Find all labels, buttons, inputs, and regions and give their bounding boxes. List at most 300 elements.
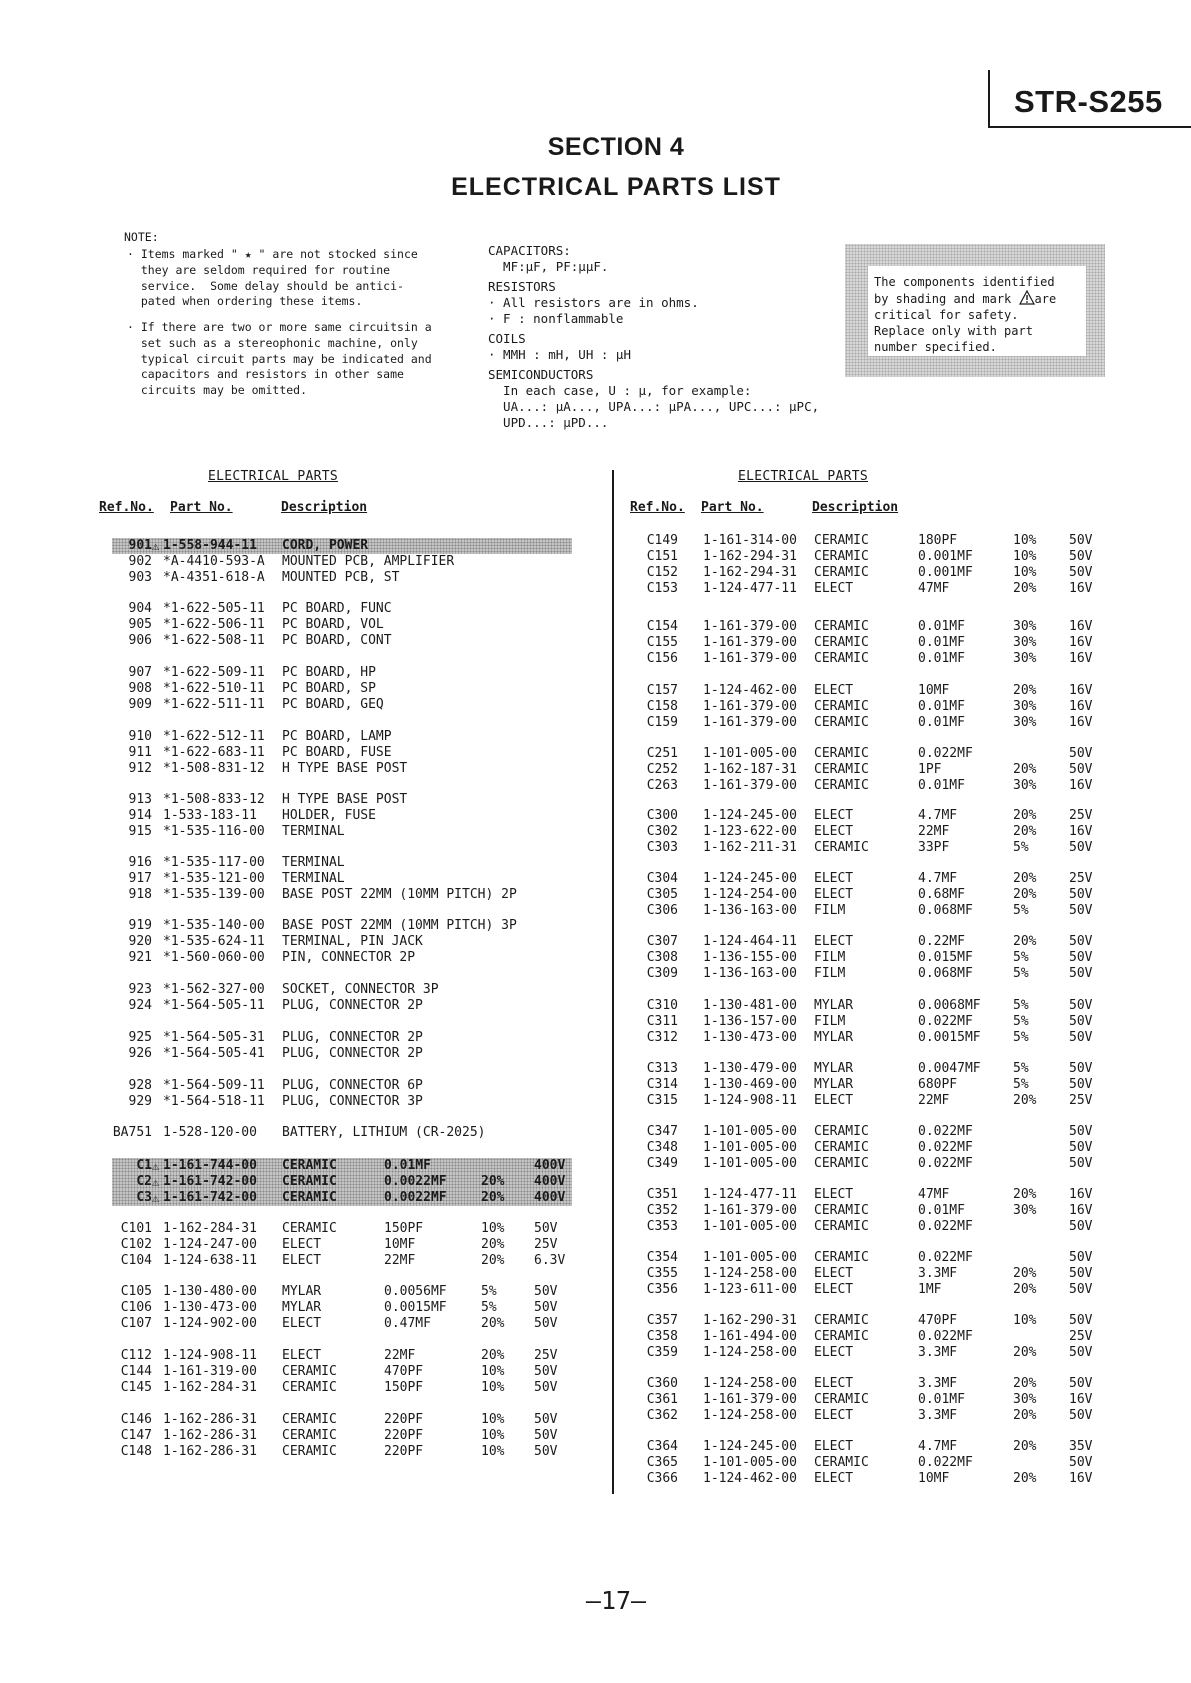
tolerance-cell: 30%	[1013, 1203, 1037, 1218]
tolerance-cell: 20%	[481, 1253, 505, 1268]
voltage-cell: 400V	[534, 1174, 566, 1189]
parts-row	[112, 1316, 572, 1332]
part-number-cell: 1-136-155-00	[703, 950, 797, 965]
tolerance-cell: 20%	[481, 1348, 505, 1363]
ref-cell: C349	[646, 1156, 678, 1171]
parts-row	[112, 1253, 572, 1269]
tolerance-cell: 20%	[1013, 683, 1037, 698]
part-number-cell: 1-123-622-00	[703, 824, 797, 839]
parts-row	[638, 1156, 1098, 1172]
description-cell: CERAMIC	[814, 778, 869, 793]
tolerance-cell: 20%	[1013, 871, 1037, 886]
parts-row	[638, 565, 1098, 581]
capacitors-title: CAPACITORS:	[488, 243, 571, 258]
part-number-cell: 1-124-477-11	[703, 1187, 797, 1202]
parts-row	[638, 1077, 1098, 1093]
voltage-cell: 50V	[1069, 1408, 1093, 1423]
parts-row	[112, 538, 572, 554]
tolerance-cell: 30%	[1013, 635, 1037, 650]
ref-cell: 914	[128, 808, 152, 823]
ref-cell: C365	[646, 1455, 678, 1470]
parts-row	[638, 619, 1098, 635]
tolerance-cell: 10%	[481, 1364, 505, 1379]
semiconductors-note-3: UPD...: µPD...	[488, 415, 609, 430]
parts-row	[638, 1250, 1098, 1266]
voltage-cell: 50V	[1069, 1077, 1093, 1092]
value-cell: 0.0022MF	[384, 1190, 447, 1205]
ref-cell: 919	[128, 918, 152, 933]
part-number-cell: *A-4410-593-A	[163, 554, 265, 569]
part-number-cell: 1-130-480-00	[163, 1284, 257, 1299]
voltage-cell: 25V	[1069, 1093, 1093, 1108]
ref-cell: BA751	[112, 1125, 152, 1140]
tolerance-cell: 20%	[1013, 1408, 1037, 1423]
part-number-cell: *1-535-116-00	[163, 824, 265, 839]
ref-cell: 920	[128, 934, 152, 949]
description-cell: BATTERY, LITHIUM (CR-2025)	[282, 1125, 486, 1140]
ref-cell: C157	[646, 683, 678, 698]
part-number-cell: 1-162-284-31	[163, 1380, 257, 1395]
voltage-cell: 50V	[1069, 1156, 1093, 1171]
ref-cell: 912	[128, 761, 152, 776]
note-item-not-stocked: · Items marked " ★ " are not stocked since they are seldom required for routine service. Some delay should be antici- pated when ordering these items.	[127, 247, 418, 309]
description-cell: ELECT	[814, 871, 854, 886]
value-cell: 0.022MF	[918, 1156, 973, 1171]
part-number-cell: 1-162-294-31	[703, 565, 797, 580]
part-number-cell: *1-508-833-12	[163, 792, 265, 807]
part-number-cell: *1-564-509-11	[163, 1078, 265, 1093]
tolerance-cell: 5%	[1013, 1014, 1029, 1029]
part-number-cell: *1-622-512-11	[163, 729, 265, 744]
value-cell: 180PF	[918, 533, 958, 548]
ref-cell: 905	[128, 617, 152, 632]
parts-row	[638, 651, 1098, 667]
parts-row	[112, 697, 572, 713]
part-number-cell: 1-101-005-00	[703, 1455, 797, 1470]
parts-row	[638, 934, 1098, 950]
ref-cell: C145	[120, 1380, 152, 1395]
voltage-cell: 50V	[1069, 1124, 1093, 1139]
value-cell: 4.7MF	[918, 871, 958, 886]
parts-row	[638, 1061, 1098, 1077]
ref-cell: C153	[646, 581, 678, 596]
value-cell: 0.68MF	[918, 887, 965, 902]
ref-cell: C144	[120, 1364, 152, 1379]
ref-cell: C305	[646, 887, 678, 902]
value-cell: 4.7MF	[918, 808, 958, 823]
voltage-cell: 400V	[534, 1190, 566, 1205]
part-number-cell: 1-124-258-00	[703, 1266, 797, 1281]
part-number-cell: 1-101-005-00	[703, 1140, 797, 1155]
part-number-cell: 1-161-379-00	[703, 699, 797, 714]
part-number-cell: *1-508-831-12	[163, 761, 265, 776]
part-number-cell: 1-162-187-31	[703, 762, 797, 777]
safety-line-3: critical for safety.	[874, 308, 1019, 322]
ref-cell: 906	[128, 633, 152, 648]
tolerance-cell: 30%	[1013, 699, 1037, 714]
part-number-cell: 1-161-379-00	[703, 651, 797, 666]
value-cell: 1MF	[918, 1282, 942, 1297]
part-number-cell: 1-162-286-31	[163, 1428, 257, 1443]
voltage-cell: 35V	[1069, 1439, 1093, 1454]
ref-cell: 907	[128, 665, 152, 680]
description-cell: MOUNTED PCB, ST	[282, 570, 400, 585]
part-number-cell: 1-161-742-00	[163, 1174, 257, 1189]
value-cell: 470PF	[918, 1313, 958, 1328]
parts-row	[112, 792, 572, 808]
ref-cell: C355	[646, 1266, 678, 1281]
ref-cell: 916	[128, 855, 152, 870]
ref-cell: C155	[646, 635, 678, 650]
part-number-cell: 1-124-258-00	[703, 1408, 797, 1423]
parts-row	[112, 1046, 572, 1062]
ref-cell: C312	[646, 1030, 678, 1045]
description-cell: CERAMIC	[814, 1313, 869, 1328]
value-cell: 0.022MF	[918, 1329, 973, 1344]
parts-row	[638, 1455, 1098, 1471]
voltage-cell: 50V	[534, 1316, 558, 1331]
value-cell: 22MF	[918, 824, 950, 839]
description-cell: ELECT	[814, 683, 854, 698]
ref-cell: 918	[128, 887, 152, 902]
part-number-cell: 1-136-163-00	[703, 966, 797, 981]
description-cell: SOCKET, CONNECTOR 3P	[282, 982, 439, 997]
semiconductors-title: SEMICONDUCTORS	[488, 367, 594, 382]
parts-row	[638, 824, 1098, 840]
parts-row	[638, 1345, 1098, 1361]
part-number-cell: 1-162-284-31	[163, 1221, 257, 1236]
part-number-cell: 1-124-908-11	[703, 1093, 797, 1108]
tolerance-cell: 30%	[1013, 778, 1037, 793]
part-number-cell: 1-136-157-00	[703, 1014, 797, 1029]
parts-row	[112, 1158, 572, 1174]
part-number-cell: 1-123-611-00	[703, 1282, 797, 1297]
description-cell: TERMINAL, PIN JACK	[282, 934, 423, 949]
parts-row	[112, 554, 572, 570]
description-cell: CERAMIC	[814, 1219, 869, 1234]
voltage-cell: 50V	[1069, 950, 1093, 965]
ref-cell: 915	[128, 824, 152, 839]
part-number-cell: 1-161-379-00	[703, 715, 797, 730]
tolerance-cell: 10%	[1013, 533, 1037, 548]
voltage-cell: 50V	[1069, 762, 1093, 777]
voltage-cell: 50V	[1069, 887, 1093, 902]
tolerance-cell: 20%	[1013, 1282, 1037, 1297]
ref-cell: C102	[120, 1237, 152, 1252]
part-number-cell: 1-161-319-00	[163, 1364, 257, 1379]
description-cell: CERAMIC	[282, 1444, 337, 1459]
value-cell: 150PF	[384, 1380, 424, 1395]
parts-row	[638, 1030, 1098, 1046]
tolerance-cell: 20%	[481, 1174, 505, 1189]
description-cell: CERAMIC	[814, 699, 869, 714]
ref-cell: 902	[128, 554, 152, 569]
tolerance-cell: 10%	[481, 1428, 505, 1443]
voltage-cell: 16V	[1069, 1471, 1093, 1486]
ref-cell: 928	[128, 1078, 152, 1093]
description-cell: CERAMIC	[814, 533, 869, 548]
right-header-description: Description	[812, 500, 899, 515]
column-divider	[612, 470, 614, 1494]
parts-row	[638, 778, 1098, 794]
safety-notice-box	[845, 244, 1105, 377]
part-number-cell: 1-124-247-00	[163, 1237, 257, 1252]
ref-cell: C364	[646, 1439, 678, 1454]
part-number-cell: 1-528-120-00	[163, 1125, 257, 1140]
tolerance-cell: 10%	[1013, 565, 1037, 580]
description-cell: FILM	[814, 1014, 846, 1029]
value-cell: 22MF	[384, 1253, 416, 1268]
value-cell: 0.01MF	[918, 635, 965, 650]
part-number-cell: 1-124-638-11	[163, 1253, 257, 1268]
ref-cell: 911	[128, 745, 152, 760]
tolerance-cell: 20%	[1013, 808, 1037, 823]
left-header-ref: Ref.No.	[99, 500, 154, 515]
tolerance-cell: 20%	[481, 1237, 505, 1252]
tolerance-cell: 20%	[1013, 1345, 1037, 1360]
tolerance-cell: 10%	[481, 1444, 505, 1459]
part-number-cell: 1-124-908-11	[163, 1348, 257, 1363]
tolerance-cell: 5%	[1013, 903, 1029, 918]
part-number-cell: 1-533-183-11	[163, 808, 257, 823]
part-number-cell: 1-124-245-00	[703, 808, 797, 823]
description-cell: MYLAR	[282, 1300, 322, 1315]
description-cell: ELECT	[814, 1439, 854, 1454]
parts-row	[112, 855, 572, 871]
description-cell: ELECT	[814, 808, 854, 823]
voltage-cell: 50V	[534, 1221, 558, 1236]
description-cell: PLUG, CONNECTOR 2P	[282, 1030, 423, 1045]
value-cell: 0.01MF	[918, 1392, 965, 1407]
voltage-cell: 50V	[1069, 903, 1093, 918]
value-cell: 22MF	[918, 1093, 950, 1108]
abbreviations-block	[488, 243, 819, 431]
parts-row	[638, 1471, 1098, 1487]
part-number-cell: *1-535-624-11	[163, 934, 265, 949]
parts-row	[638, 533, 1098, 549]
description-cell: CERAMIC	[814, 1392, 869, 1407]
warning-triangle-icon	[1019, 290, 1035, 305]
value-cell: 47MF	[918, 581, 950, 596]
description-cell: MYLAR	[814, 998, 854, 1013]
ref-cell: C159	[646, 715, 678, 730]
ref-cell: C152	[646, 565, 678, 580]
part-number-cell: 1-101-005-00	[703, 1250, 797, 1265]
voltage-cell: 50V	[534, 1412, 558, 1427]
part-number-cell: *1-562-327-00	[163, 982, 265, 997]
ref-cell: C105	[120, 1284, 152, 1299]
parts-row	[112, 918, 572, 934]
part-number-cell: 1-124-245-00	[703, 1439, 797, 1454]
value-cell: 150PF	[384, 1221, 424, 1236]
part-number-cell: *1-622-506-11	[163, 617, 265, 632]
tolerance-cell: 5%	[1013, 966, 1029, 981]
ref-cell: C307	[646, 934, 678, 949]
voltage-cell: 50V	[1069, 549, 1093, 564]
tolerance-cell: 20%	[1013, 1187, 1037, 1202]
safety-line-5: number specified.	[874, 340, 997, 354]
left-header-description: Description	[281, 500, 368, 515]
part-number-cell: 1-161-314-00	[703, 533, 797, 548]
parts-row	[112, 745, 572, 761]
voltage-cell: 16V	[1069, 778, 1093, 793]
tolerance-cell: 10%	[481, 1221, 505, 1236]
resistors-note-nonflammable: · F : nonflammable	[488, 311, 624, 326]
ref-cell: C146	[120, 1412, 152, 1427]
description-cell: H TYPE BASE POST	[282, 761, 408, 776]
part-number-cell: 1-130-479-00	[703, 1061, 797, 1076]
value-cell: 0.01MF	[918, 651, 965, 666]
parts-row	[112, 570, 572, 586]
semiconductors-note-1: In each case, U : µ, for example:	[488, 383, 752, 398]
voltage-cell: 50V	[1069, 998, 1093, 1013]
parts-row	[638, 549, 1098, 565]
part-number-cell: 1-101-005-00	[703, 1124, 797, 1139]
voltage-cell: 16V	[1069, 715, 1093, 730]
ref-cell: C3	[136, 1190, 152, 1205]
parts-row	[638, 699, 1098, 715]
value-cell: 10MF	[918, 1471, 950, 1486]
parts-row	[638, 1313, 1098, 1329]
parts-row	[638, 1376, 1098, 1392]
voltage-cell: 25V	[1069, 871, 1093, 886]
description-cell: CERAMIC	[814, 1455, 869, 1470]
capacitors-note: MF:µF, PF:µµF.	[488, 259, 609, 274]
ref-cell: C354	[646, 1250, 678, 1265]
note-label: NOTE:	[124, 230, 159, 244]
parts-row	[638, 715, 1098, 731]
part-number-cell: *1-564-505-11	[163, 998, 265, 1013]
value-cell: 0.01MF	[918, 778, 965, 793]
description-cell: PLUG, CONNECTOR 3P	[282, 1094, 423, 1109]
voltage-cell: 50V	[1069, 1219, 1093, 1234]
ref-cell: 910	[128, 729, 152, 744]
voltage-cell: 16V	[1069, 1392, 1093, 1407]
part-number-cell: 1-101-005-00	[703, 746, 797, 761]
ref-cell: C303	[646, 840, 678, 855]
description-cell: CERAMIC	[814, 651, 869, 666]
ref-cell: C306	[646, 903, 678, 918]
voltage-cell: 25V	[1069, 1329, 1093, 1344]
ref-cell: 926	[128, 1046, 152, 1061]
part-number-cell: 1-130-473-00	[163, 1300, 257, 1315]
ref-cell: C358	[646, 1329, 678, 1344]
ref-cell: 908	[128, 681, 152, 696]
tolerance-cell: 5%	[481, 1284, 497, 1299]
part-number-cell: *1-564-505-31	[163, 1030, 265, 1045]
ref-cell: C1	[136, 1158, 152, 1173]
safety-mark-icon: ⚠	[152, 1191, 160, 1205]
parts-row	[112, 1364, 572, 1380]
coils-note: · MMH : mH, UH : µH	[488, 347, 631, 362]
description-cell: CERAMIC	[814, 762, 869, 777]
voltage-cell: 50V	[1069, 1313, 1093, 1328]
voltage-cell: 6.3V	[534, 1253, 566, 1268]
parts-row	[112, 1094, 572, 1110]
value-cell: 680PF	[918, 1077, 958, 1092]
value-cell: 0.01MF	[918, 715, 965, 730]
parts-row	[112, 1125, 572, 1141]
part-number-cell: *1-622-510-11	[163, 681, 265, 696]
tolerance-cell: 20%	[481, 1316, 505, 1331]
description-cell: CERAMIC	[814, 1250, 869, 1265]
ref-cell: C151	[646, 549, 678, 564]
part-number-cell: *1-622-505-11	[163, 601, 265, 616]
description-cell: CERAMIC	[814, 1140, 869, 1155]
ref-cell: C315	[646, 1093, 678, 1108]
value-cell: 3.3MF	[918, 1408, 958, 1423]
value-cell: 0.001MF	[918, 549, 973, 564]
part-number-cell: *1-622-509-11	[163, 665, 265, 680]
voltage-cell: 50V	[534, 1444, 558, 1459]
part-number-cell: 1-162-290-31	[703, 1313, 797, 1328]
tolerance-cell: 20%	[1013, 762, 1037, 777]
ref-cell: C304	[646, 871, 678, 886]
parts-row	[112, 633, 572, 649]
ref-cell: C311	[646, 1014, 678, 1029]
parts-row	[638, 840, 1098, 856]
ref-cell: 917	[128, 871, 152, 886]
parts-row	[112, 998, 572, 1014]
parts-row	[638, 1014, 1098, 1030]
description-cell: CERAMIC	[282, 1221, 337, 1236]
part-number-cell: 1-124-477-11	[703, 581, 797, 596]
parts-row	[112, 761, 572, 777]
part-number-cell: 1-124-902-00	[163, 1316, 257, 1331]
ref-cell: C353	[646, 1219, 678, 1234]
part-number-cell: 1-558-944-11	[163, 538, 257, 553]
part-number-cell: *1-535-121-00	[163, 871, 265, 886]
section-subtitle: ELECTRICAL PARTS LIST	[451, 173, 781, 201]
description-cell: ELECT	[814, 1376, 854, 1391]
parts-row	[112, 1030, 572, 1046]
ref-cell: 929	[128, 1094, 152, 1109]
description-cell: PC BOARD, HP	[282, 665, 376, 680]
description-cell: PC BOARD, SP	[282, 681, 376, 696]
parts-row	[638, 950, 1098, 966]
value-cell: 0.0068MF	[918, 998, 981, 1013]
tolerance-cell: 20%	[1013, 1471, 1037, 1486]
description-cell: CERAMIC	[282, 1364, 337, 1379]
part-number-cell: 1-124-254-00	[703, 887, 797, 902]
tolerance-cell: 5%	[1013, 1030, 1029, 1045]
value-cell: 0.0015MF	[918, 1030, 981, 1045]
voltage-cell: 50V	[1069, 1345, 1093, 1360]
description-cell: ELECT	[814, 934, 854, 949]
part-number-cell: *1-535-117-00	[163, 855, 265, 870]
ref-cell: C252	[646, 762, 678, 777]
tolerance-cell: 20%	[1013, 824, 1037, 839]
voltage-cell: 50V	[1069, 1014, 1093, 1029]
description-cell: ELECT	[282, 1253, 322, 1268]
description-cell: ELECT	[814, 1408, 854, 1423]
part-number-cell: 1-130-481-00	[703, 998, 797, 1013]
description-cell: CERAMIC	[814, 549, 869, 564]
description-cell: ELECT	[814, 1093, 854, 1108]
parts-row	[112, 601, 572, 617]
ref-cell: 924	[128, 998, 152, 1013]
value-cell: 10MF	[384, 1237, 416, 1252]
ref-cell: C362	[646, 1408, 678, 1423]
part-number-cell: 1-130-473-00	[703, 1030, 797, 1045]
parts-row	[112, 1380, 572, 1396]
safety-notice-inner	[868, 266, 1086, 356]
description-cell: ELECT	[282, 1237, 322, 1252]
part-number-cell: 1-161-379-00	[703, 778, 797, 793]
value-cell: 0.0056MF	[384, 1284, 447, 1299]
part-number-cell: 1-161-494-00	[703, 1329, 797, 1344]
part-number-cell: 1-161-379-00	[703, 619, 797, 634]
